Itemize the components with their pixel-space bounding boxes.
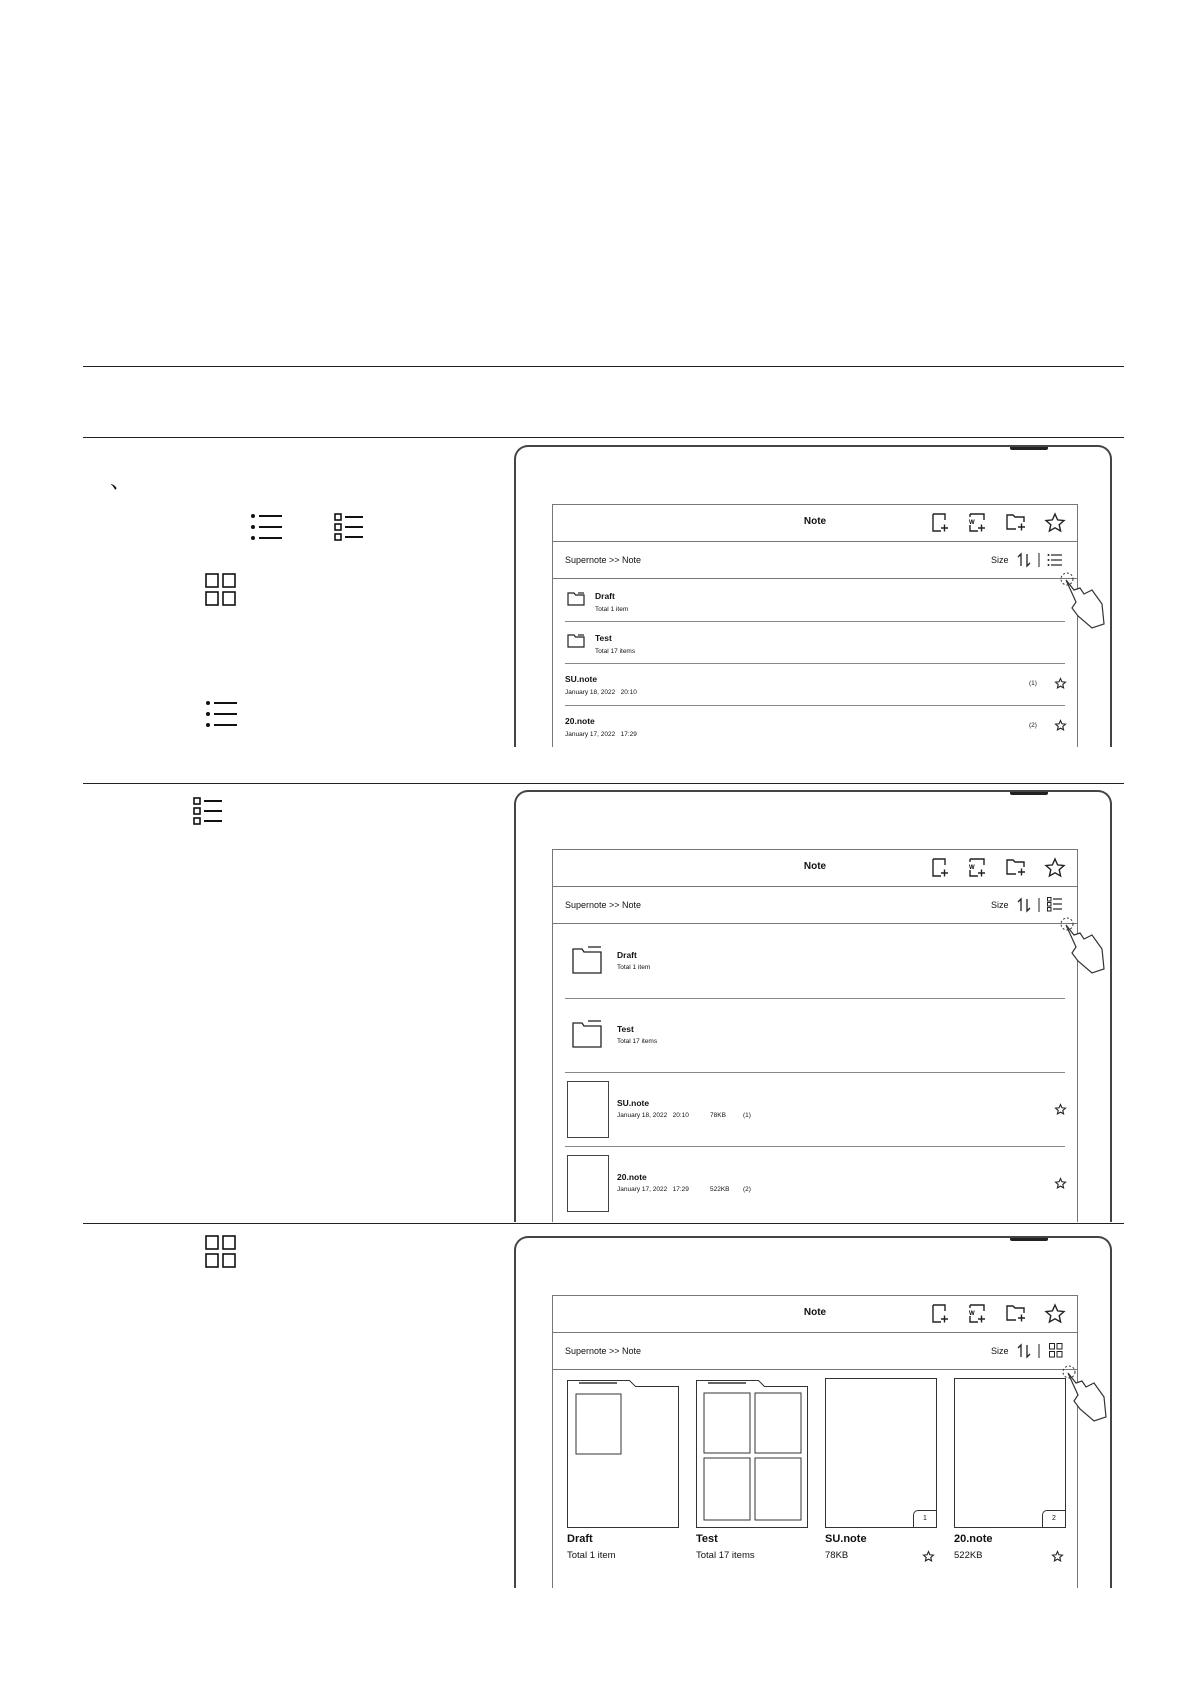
separator <box>1038 553 1040 567</box>
new-doc-icon[interactable] <box>968 1304 986 1324</box>
new-note-icon[interactable] <box>931 858 949 878</box>
breadcrumb-bar <box>553 542 1077 579</box>
item-name: Draft <box>617 950 637 960</box>
item-name: SU.note <box>825 1533 867 1545</box>
breadcrumb[interactable]: Supernote >> Note <box>565 900 642 910</box>
item-info: Total 17 items <box>595 648 636 655</box>
svg-text:W: W <box>969 1311 975 1317</box>
page-badge: 1 <box>913 1510 936 1527</box>
item-info: Total 17 items <box>617 1038 658 1045</box>
svg-text:W: W <box>969 520 975 526</box>
page-badge: 2 <box>1042 1510 1065 1527</box>
grid-item[interactable] <box>567 1378 679 1578</box>
new-note-icon[interactable] <box>931 1304 949 1324</box>
hand-pointer-icon <box>1058 570 1108 640</box>
top-bar <box>553 1296 1077 1333</box>
divider <box>83 437 1124 438</box>
list-item[interactable] <box>565 663 1065 706</box>
item-info: Total 17 items <box>696 1550 755 1561</box>
item-name: Test <box>696 1533 718 1545</box>
divider <box>83 783 1124 784</box>
hand-pointer-icon <box>1058 915 1108 985</box>
new-note-icon[interactable] <box>931 513 949 533</box>
new-doc-icon[interactable] <box>968 858 986 878</box>
screen <box>552 849 1078 1222</box>
item-name: 20.note <box>617 1172 647 1182</box>
page-count: (2) <box>743 1186 751 1193</box>
svg-text:W: W <box>969 865 975 871</box>
note-thumbnail <box>954 1378 1066 1528</box>
detail-list-view-icon <box>334 513 364 543</box>
star-icon[interactable] <box>1052 1551 1063 1562</box>
sort-label[interactable]: Size <box>991 1346 1009 1356</box>
list-item[interactable] <box>565 998 1065 1073</box>
sort-label[interactable]: Size <box>991 900 1009 910</box>
detail-list-view-icon <box>193 797 223 827</box>
list-item[interactable] <box>565 621 1065 664</box>
list-item[interactable] <box>565 705 1065 747</box>
item-size: 78KB <box>710 1112 726 1119</box>
item-date: January 17, 2022 17:29 <box>617 1186 689 1193</box>
list-item[interactable] <box>565 579 1065 622</box>
power-button <box>1010 1236 1048 1241</box>
list-view-icon[interactable] <box>1047 553 1063 567</box>
list-item[interactable] <box>565 1072 1065 1147</box>
item-name: Draft <box>595 591 615 601</box>
thumbnail-view-icon <box>205 1235 236 1268</box>
page-count: (1) <box>743 1112 751 1119</box>
item-info: Total 1 item <box>617 964 651 971</box>
new-folder-icon[interactable] <box>1006 858 1026 878</box>
note-thumbnail <box>825 1378 937 1528</box>
item-info: Total 1 item <box>567 1550 616 1561</box>
screen <box>552 1295 1078 1588</box>
hand-pointer-icon <box>1060 1363 1110 1433</box>
item-date: January 18, 2022 20:10 <box>565 689 637 696</box>
top-bar <box>553 505 1077 542</box>
item-name: 20.note <box>565 716 595 726</box>
divider <box>83 1223 1124 1224</box>
grid-item[interactable] <box>954 1378 1066 1578</box>
separator <box>1038 898 1040 912</box>
folder-icon <box>567 592 585 606</box>
separator <box>1038 1344 1040 1358</box>
sort-icon[interactable] <box>1017 898 1031 912</box>
item-name: SU.note <box>565 674 598 684</box>
item-date: January 18, 2022 20:10 <box>617 1112 689 1119</box>
folder-icon <box>572 946 602 974</box>
item-name: SU.note <box>617 1098 650 1108</box>
thumbnail-view-icon[interactable] <box>1049 1343 1063 1358</box>
sort-icon[interactable] <box>1017 1344 1031 1358</box>
item-name: Test <box>595 633 612 643</box>
star-icon[interactable] <box>1055 1178 1066 1189</box>
item-name: 20.note <box>954 1533 993 1545</box>
list-view-icon <box>250 513 284 543</box>
item-info: Total 1 item <box>595 606 629 613</box>
item-name: Draft <box>567 1533 593 1545</box>
list-item[interactable] <box>565 924 1065 999</box>
page-count: (1) <box>1029 680 1037 687</box>
star-icon[interactable] <box>1045 1304 1065 1324</box>
folder-icon <box>572 1020 602 1048</box>
item-name: Test <box>617 1024 634 1034</box>
item-info: 522KB <box>954 1550 983 1561</box>
list-view-icon <box>205 700 239 730</box>
star-icon[interactable] <box>1045 513 1065 533</box>
star-icon[interactable] <box>1055 678 1066 689</box>
top-bar <box>553 850 1077 887</box>
device-frame <box>514 445 1112 747</box>
sort-label[interactable]: Size <box>991 555 1009 565</box>
breadcrumb-bar <box>553 887 1077 924</box>
folder-icon <box>567 634 585 648</box>
page-title: Note <box>803 861 827 872</box>
grid-item[interactable] <box>696 1378 808 1578</box>
screen <box>552 504 1078 747</box>
thumbnail-view-icon <box>205 573 236 606</box>
page-title: Note <box>803 1307 827 1318</box>
folder-thumbnail <box>696 1378 808 1528</box>
new-folder-icon[interactable] <box>1006 1304 1026 1324</box>
grid-item[interactable] <box>825 1378 937 1578</box>
item-date: January 17, 2022 17:29 <box>565 731 637 738</box>
star-icon[interactable] <box>1055 1104 1066 1115</box>
star-icon[interactable] <box>923 1551 934 1562</box>
page-count: (2) <box>1029 722 1037 729</box>
star-icon[interactable] <box>1055 720 1066 731</box>
divider <box>83 366 1124 367</box>
new-folder-icon[interactable] <box>1006 513 1026 533</box>
item-size: 522KB <box>710 1186 730 1193</box>
folder-thumbnail <box>567 1378 679 1528</box>
power-button <box>1010 445 1048 450</box>
device-frame <box>514 790 1112 1222</box>
sort-icon[interactable] <box>1017 553 1031 567</box>
comma-mark: 、 <box>110 468 133 493</box>
list-item[interactable] <box>565 1146 1065 1220</box>
breadcrumb-bar <box>553 1333 1077 1370</box>
breadcrumb[interactable]: Supernote >> Note <box>565 1346 642 1356</box>
device-frame <box>514 1236 1112 1588</box>
detail-list-view-icon[interactable] <box>1047 897 1063 912</box>
page-title: Note <box>803 516 827 527</box>
breadcrumb[interactable]: Supernote >> Note <box>565 555 642 565</box>
star-icon[interactable] <box>1045 858 1065 878</box>
item-info: 78KB <box>825 1550 849 1561</box>
power-button <box>1010 790 1048 795</box>
new-doc-icon[interactable] <box>968 513 986 533</box>
note-thumbnail <box>567 1155 609 1212</box>
note-thumbnail <box>567 1081 609 1138</box>
